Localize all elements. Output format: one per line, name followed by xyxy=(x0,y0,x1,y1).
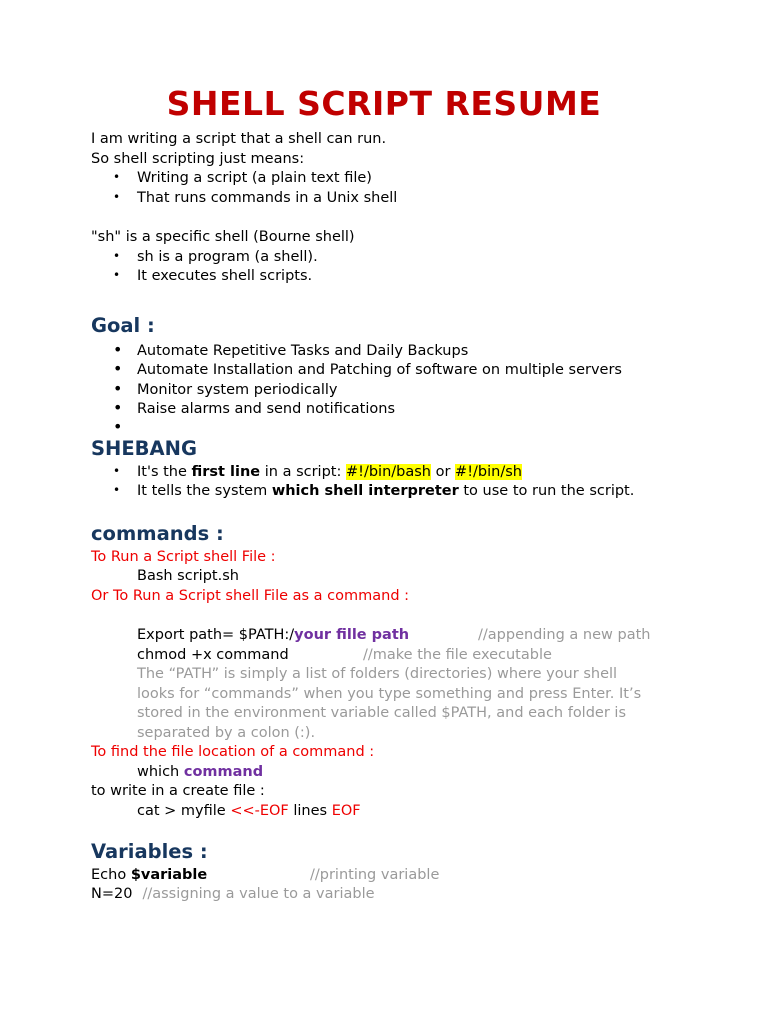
bullet-icon: • xyxy=(113,249,121,263)
run-command: Bash script.sh xyxy=(137,568,239,584)
assign-command: N=20 //assigning a value to a variable xyxy=(91,886,375,902)
list-item: • Monitor system periodically xyxy=(113,379,338,398)
commands-heading: commands : xyxy=(91,522,224,545)
chmod-comment: //make the file executable xyxy=(363,647,552,663)
list-item: • That runs commands in a Unix shell xyxy=(113,190,398,206)
list-item: • sh is a program (a shell). xyxy=(113,249,318,265)
run-label: To Run a Script shell File : xyxy=(91,549,276,565)
list-item xyxy=(113,417,137,437)
bullet-icon: • xyxy=(113,464,121,478)
path-note-line: looks for “commands” when you type something and press Enter. It’s xyxy=(137,686,642,702)
bullet-icon: • xyxy=(113,170,121,184)
find-label: To find the file location of a command : xyxy=(91,744,375,760)
list-item xyxy=(113,483,634,500)
path-note-line: separated by a colon (:). xyxy=(137,725,316,741)
list-item xyxy=(113,464,522,481)
shebang-heading: SHEBANG xyxy=(91,437,197,460)
bullet-icon: • xyxy=(113,398,123,417)
sh-shebang: #!/bin/sh xyxy=(455,464,522,480)
list-item: • Automate Repetitive Tasks and Daily Backups xyxy=(113,340,469,359)
list-item: • It executes shell scripts. xyxy=(113,268,313,284)
which-command: which command xyxy=(137,764,264,780)
bullet-icon: • xyxy=(113,268,121,282)
bullet-icon: • xyxy=(113,190,121,204)
goal-heading: Goal : xyxy=(91,314,155,337)
echo-command: Echo $variable xyxy=(91,867,208,883)
run-as-command-label: Or To Run a Script shell File as a command : xyxy=(91,588,410,604)
export-comment: //appending a new path xyxy=(478,627,651,643)
intro-line-2: So shell scripting just means: xyxy=(91,151,305,167)
bullet-icon: • xyxy=(113,417,123,436)
sh-line: "sh" is a specific shell (Bourne shell) xyxy=(91,229,355,245)
path-note-line: stored in the environment variable called $PATH, and each folder is xyxy=(137,705,626,721)
bullet-icon: • xyxy=(113,340,123,359)
list-item: • Raise alarms and send notifications xyxy=(113,398,396,417)
cat-command: cat > myfile <<-EOF lines EOF xyxy=(137,803,361,819)
path-note-line: The “PATH” is simply a list of folders (directories) where your shell xyxy=(137,666,618,682)
list-item: • Automate Installation and Patching of software on multiple servers xyxy=(113,359,622,378)
chmod-command: chmod +x command xyxy=(137,647,289,663)
list-item: • Writing a script (a plain text file) xyxy=(113,170,372,186)
export-command: Export path= $PATH:/your fille path xyxy=(137,627,410,643)
echo-comment: //printing variable xyxy=(310,867,440,883)
bullet-icon: • xyxy=(113,359,123,378)
bullet-icon: • xyxy=(113,483,121,497)
create-label: to write in a create file : xyxy=(91,783,265,799)
shebang-text: It's the first line in a script: #!/bin/bash or #!/bin/sh xyxy=(137,464,522,480)
intro-line-1: I am writing a script that a shell can run. xyxy=(91,131,387,147)
page-title: SHELL SCRIPT RESUME xyxy=(166,84,602,123)
variables-heading: Variables : xyxy=(91,840,208,863)
bash-shebang: #!/bin/bash xyxy=(345,464,431,480)
shebang-text: It tells the system which shell interpreter to use to run the script. xyxy=(137,483,635,499)
bullet-icon: • xyxy=(113,379,123,398)
